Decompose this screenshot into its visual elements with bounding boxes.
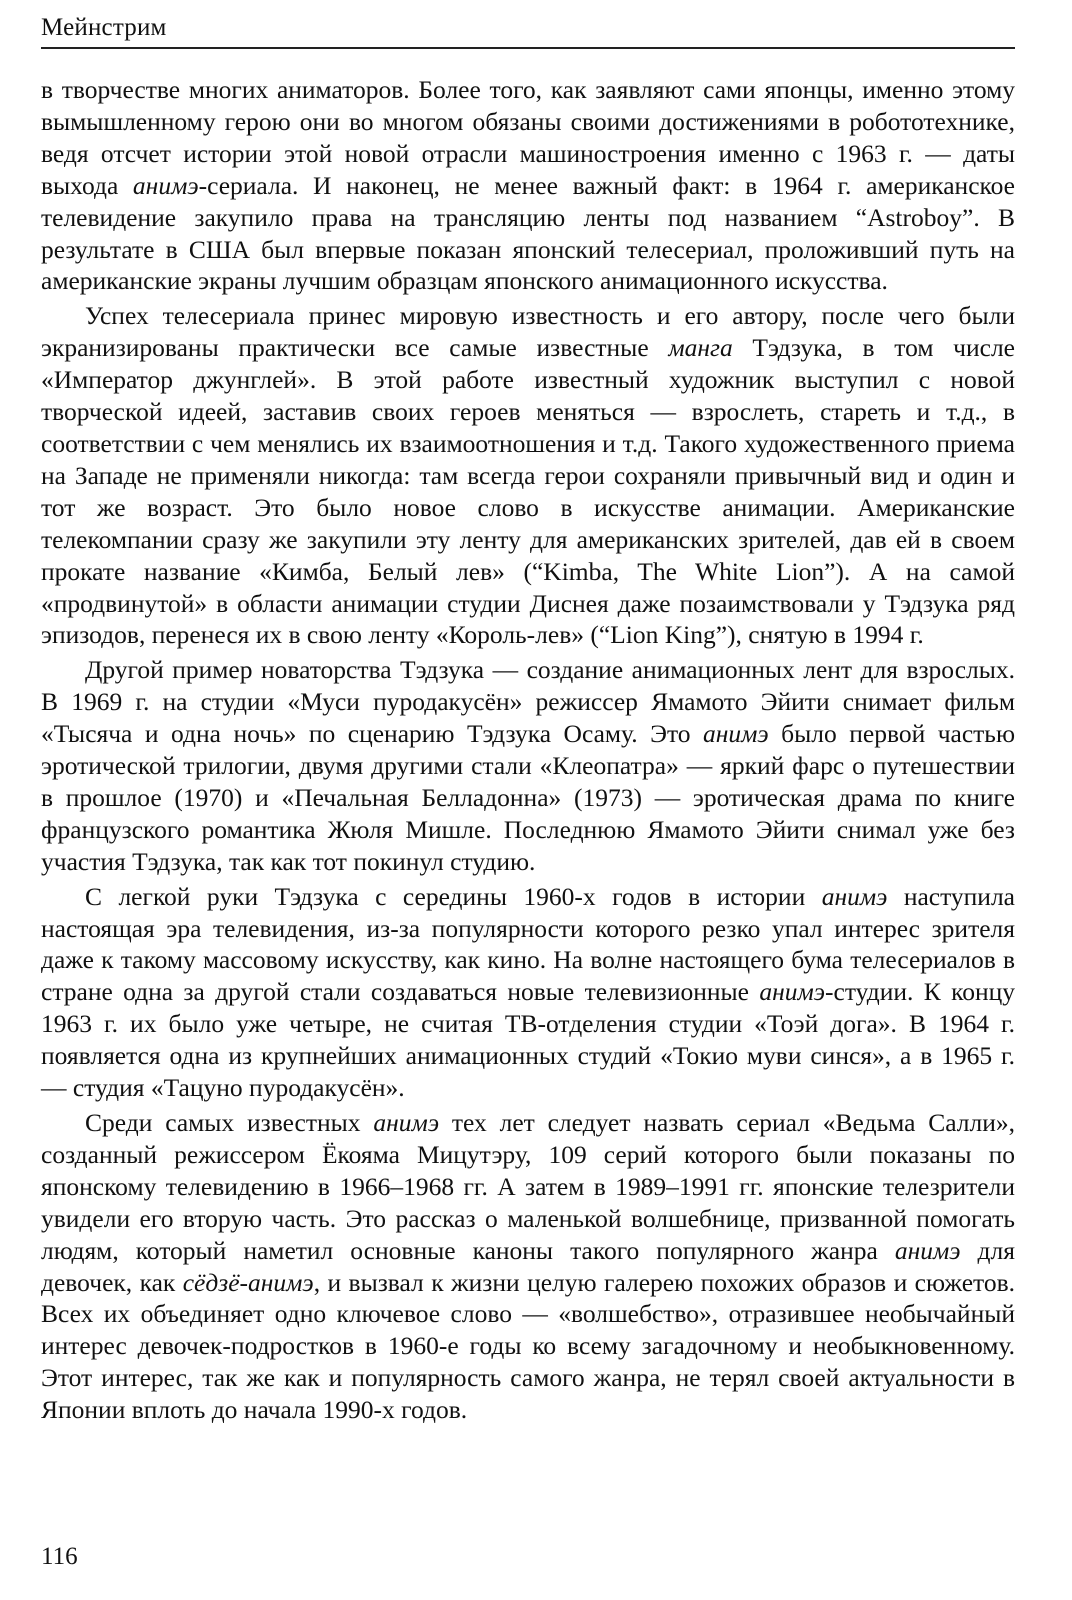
body-text xyxy=(41,74,1015,1426)
text-run: -студии. К концу 1963 г. их было уже четыре, не считая ТВ-отделения студии «Тоэй дога». В 1964 г. появляется одна из крупнейших анимационных студий «Токио муви синся», а в 1965 г. — студия «Тацуно пуродакусён». xyxy=(41,977,1015,1103)
text-run: было первой частью эротической трилогии, двумя другими стали «Клеопатра» — яркий фарс о путешествии в прошлое (1970) и «Печальная Белладонна» (1973) — эротическая драма по книге французского романтика Жюля Мишле. Последнюю Ямамото Эйити снимал уже без участия Тэдзука, так как тот покинул студию. xyxy=(41,719,1015,876)
italic-term: анимэ xyxy=(821,881,888,911)
text-run: Другой пример новаторства Тэдзука — создание анимационных лент для взрослых. В 1969 г. на студии «Муси пуродакусён» режиссер Ямамото Эйити снимает фильм «Тысяча и одна ночь» по сценарию Тэдзука Осаму. Это xyxy=(41,655,1015,749)
italic-term: анимэ xyxy=(703,719,769,749)
paragraph xyxy=(41,1107,1015,1426)
text-run: тех лет следует назвать сериал «Ведьма Салли», созданный режиссером Ёкояма Мицутэру, 109 серий которого были показаны по японскому телевидению в 1966–1968 гг. А затем в 1989–1991 гг. японские телезрители увидели его вторую часть. Это рассказ о маленькой волшебнице, призванной помогать людям, который наметил основные каноны такого популярного жанра xyxy=(41,1108,1015,1265)
text-run: в творчестве многих аниматоров. Более того, как заявляют сами японцы, именно этому вымышленному герою они во многом обязаны своими достижениями в робототехнике, ведя отсчет истории этой новой отрасли машиностроения именно с 1963 г. — даты выхода xyxy=(41,75,1015,200)
text-run: Среди самых известных xyxy=(85,1108,374,1137)
paragraph xyxy=(41,300,1015,651)
paragraph xyxy=(41,654,1015,877)
running-head: Мейнстрим xyxy=(41,14,167,41)
italic-term: анимэ xyxy=(132,170,199,200)
text-run: Успех телесериала принес мировую известность и его автору, после чего были экранизированы практически все самые известные xyxy=(41,301,1015,363)
italic-term: сёдзё-анимэ xyxy=(182,1267,314,1297)
page-number: 116 xyxy=(41,1543,78,1570)
paragraph xyxy=(41,74,1015,297)
text-run: -сериала. И наконец, не менее важный факт: в 1964 г. американское телевидение закупило права на трансляцию ленты под названием “Astroboy”. В результате в США был впервые показан японский телесериал, проложивший путь на американские экраны лучшим образцам японского анимационного искусства. xyxy=(41,170,1015,296)
text-run: Тэдзука, в том числе «Император джунглей». В этой работе известный художник выступил с новой творческой идеей, заставив своих героев меняться — взрослеть, стареть и т.д., в соответствии с чем менялись их взаимоотношения и т.д. Такого художественного приема на Западе не применяли никогда: там всегда герои сохраняли привычный вид и один и тот же возраст. Это было новое слово в искусстве анимации. Американские телекомпании сразу же закупили эту ленту для американских зрителей, дав ей в своем прокате название «Кимба, Белый лев» (“Kimba, The White Lion”). А на самой «продвинутой» в области анимации студии Диснея даже позаимствовали у Тэдзука ряд эпизодов, перенеся их в свою ленту «Король-лев» (“Lion King”), снятую в 1994 г. xyxy=(41,333,1015,650)
italic-term: анимэ xyxy=(373,1108,440,1137)
header-rule xyxy=(41,47,1015,49)
italic-term: манга xyxy=(668,333,733,363)
italic-term: анимэ xyxy=(759,977,826,1007)
text-run: С легкой руки Тэдзука с середины 1960-х годов в истории xyxy=(85,881,822,911)
paragraph xyxy=(41,881,1015,1104)
italic-term: анимэ xyxy=(894,1235,961,1265)
text-run: для девочек, как xyxy=(41,1235,1015,1297)
text-run: , и вызвал к жизни целую галерею похожих образов и сюжетов. Всех их объединяет одно ключевое слово — «волшебство», отразившее необычайный интерес девочек-подростков в 1960-е годы ко всему загадочному и необыкновенному. Этот интерес, так же как и популярность самого жанра, не терял своей актуальности в Японии вплоть до начала 1990-х годов. xyxy=(41,1267,1015,1425)
text-run: наступила настоящая эра телевидения, из-за популярности которого резко упал интерес зрителя даже к такому массовому искусству, как кино. На волне настоящего бума телесериалов в стране одна за другой стали создаваться новые телевизионные xyxy=(41,881,1015,1007)
